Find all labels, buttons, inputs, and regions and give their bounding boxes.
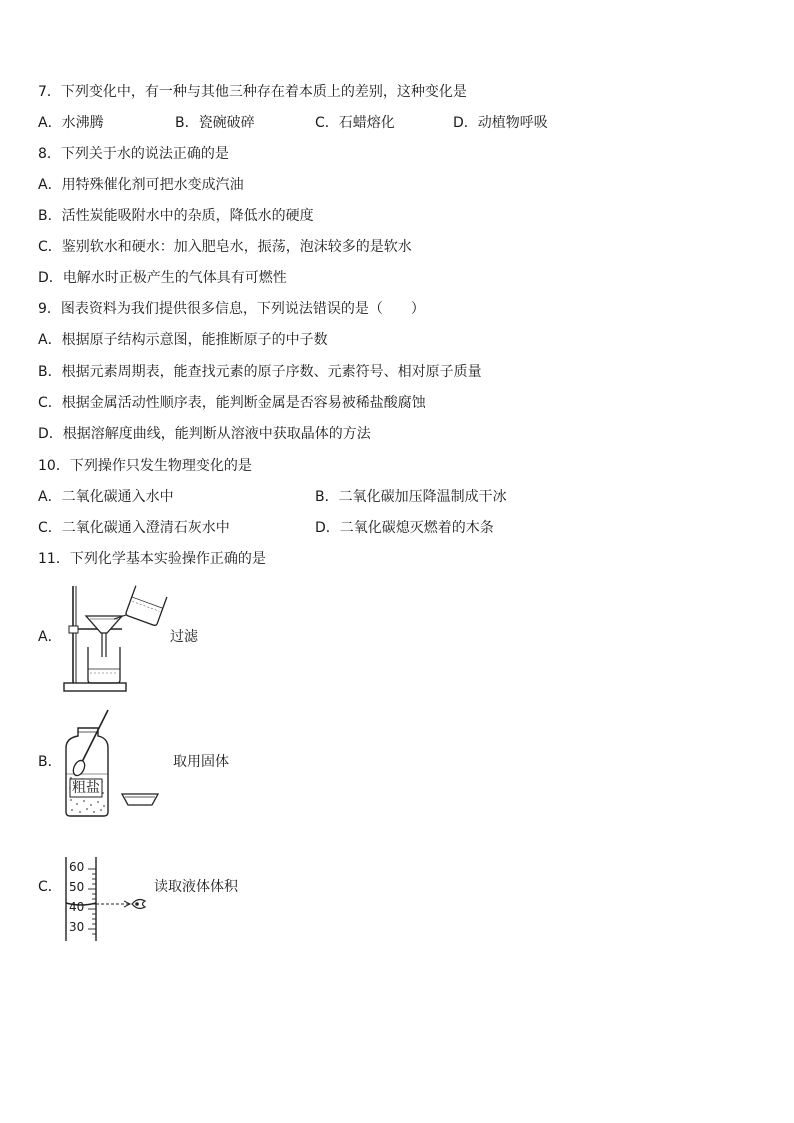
- q11-option-b-letter: B．: [38, 754, 62, 770]
- q9-option-c: C．根据金属活动性顺序表，能判断金属是否容易被稀盐酸腐蚀: [38, 395, 426, 411]
- q11-option-a-letter: A．: [38, 629, 62, 645]
- tick-label-60: 60: [69, 860, 85, 874]
- q9-stem: 9．图表资料为我们提供很多信息，下列说法错误的是（ ）: [38, 301, 425, 317]
- q8-option-a: A．用特殊催化剂可把水变成汽油: [38, 177, 244, 193]
- q10-option-b: B．二氧化碳加压降温制成干冰: [315, 489, 507, 505]
- q10-option-d: D．二氧化碳熄灭燃着的木条: [315, 520, 494, 536]
- cylinder-figure: [62, 857, 150, 943]
- filtration-figure: [60, 583, 170, 695]
- q11-option-c-letter: C．: [38, 879, 62, 895]
- q9-option-a: A．根据原子结构示意图，能推断原子的中子数: [38, 332, 328, 348]
- q7-option-b: B．瓷碗破碎: [175, 115, 255, 131]
- q7-option-d: D．动植物呼吸: [453, 115, 548, 131]
- q10-option-c: C．二氧化碳通入澄清石灰水中: [38, 520, 230, 536]
- bottle-label-text: 粗盐: [72, 780, 100, 796]
- tick-label-40: 40: [69, 900, 85, 914]
- q8-stem: 8．下列关于水的说法正确的是: [38, 146, 229, 162]
- q7-stem: 7．下列变化中，有一种与其他三种存在着本质上的差别，这种变化是: [38, 84, 467, 100]
- tick-label-30: 30: [69, 920, 85, 934]
- q9-option-d: D．根据溶解度曲线，能判断从溶液中获取晶体的方法: [38, 426, 371, 442]
- q8-option-d: D．电解水时正极产生的气体具有可燃性: [38, 270, 287, 286]
- q11-option-c-caption: 读取液体体积: [154, 879, 238, 895]
- q11-stem: 11．下列化学基本实验操作正确的是: [38, 551, 266, 567]
- solid-taking-figure: [62, 708, 170, 820]
- q9-option-b: B．根据元素周期表，能查找元素的原子序数、元素符号、相对原子质量: [38, 364, 482, 380]
- tick-label-50: 50: [69, 880, 85, 894]
- q7-option-c: C．石蜡熔化: [315, 115, 395, 131]
- q8-option-c: C．鉴别软水和硬水：加入肥皂水，振荡，泡沫较多的是软水: [38, 239, 412, 255]
- q11-option-b-caption: 取用固体: [173, 754, 229, 770]
- q7-option-a: A．水沸腾: [38, 115, 104, 131]
- q8-option-b: B．活性炭能吸附水中的杂质，降低水的硬度: [38, 208, 314, 224]
- q10-option-a: A．二氧化碳通入水中: [38, 489, 174, 505]
- q11-option-a-caption: 过滤: [170, 629, 198, 645]
- q10-stem: 10．下列操作只发生物理变化的是: [38, 458, 252, 474]
